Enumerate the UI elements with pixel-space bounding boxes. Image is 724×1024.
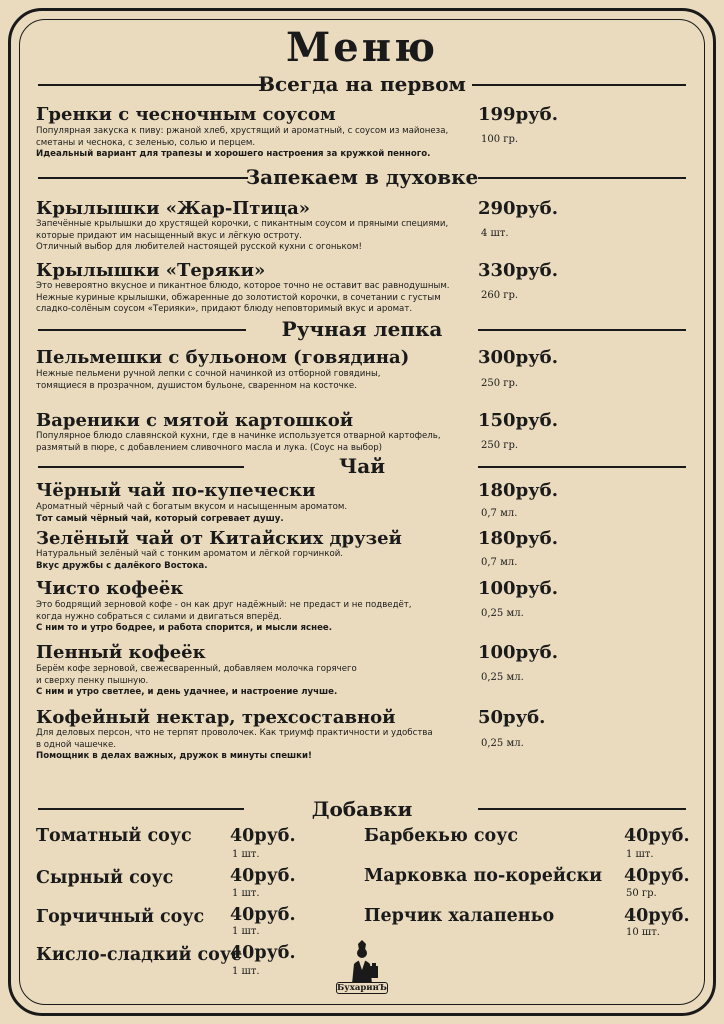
item-qty: 0,7 мл. (481, 508, 518, 519)
extra-name: Кисло-сладкий соус (36, 945, 242, 965)
item-description (36, 600, 456, 635)
extra-name: Перчик халапеньо (364, 906, 555, 926)
section-tea: Чай (338, 454, 386, 478)
item-price: 290руб. (478, 198, 558, 219)
extra-qty: 1 шт. (626, 849, 654, 860)
section-handmade: Ручная лепка (281, 317, 443, 341)
item-name: Чисто кофеёк (36, 578, 184, 599)
extra-name: Сырный соус (36, 868, 174, 888)
desc-line: когда нужно собраться с силами и двигаться вперёд. (36, 611, 282, 622)
item-name: Пельмешки с бульоном (говядина) (36, 347, 410, 368)
desc-line: Для деловых персон, что не терпят проволочек. Как триумф практичности и удобства (36, 728, 433, 738)
item-description (36, 728, 456, 763)
extra-name: Горчичный соус (36, 907, 205, 927)
item-price: 199руб. (478, 104, 558, 125)
item-qty: 0,25 мл. (481, 608, 524, 619)
item-price: 300руб. (478, 347, 558, 368)
desc-line: сладко-солёным соусом «Терияки», придают блюду неповторимый вкус и аромат. (36, 304, 413, 314)
item-qty: 100 гр. (481, 134, 519, 145)
section-oven: Запекаем в духовке (245, 165, 479, 189)
item-qty: 4 шт. (481, 228, 509, 239)
item-name: Гренки с чесночным соусом (36, 104, 336, 125)
extra-price: 40руб. (230, 826, 296, 846)
extra-price: 40руб. (230, 943, 296, 963)
item-name: Вареники с мятой картошкой (36, 410, 354, 431)
extra-name: Томатный соус (36, 826, 192, 846)
item-price: 150руб. (478, 410, 558, 431)
desc-highlight: Вкус дружбы с далёкого Востока. (36, 560, 208, 571)
desc-line: которые придают им насыщенный вкус и лёгкую остроту. (36, 230, 302, 241)
extra-qty: 1 шт. (232, 926, 260, 937)
desc-line: Популярная закуска к пиву: ржаной хлеб, хрустящий и ароматный, с соусом из майонеза, (36, 126, 449, 136)
desc-line: Отличный выбор для любителей настоящей русской кухни с огоньком! (36, 242, 362, 252)
menu-title: Меню (285, 24, 439, 71)
desc-line: Это бодрящий зерновой кофе - он как друг надёжный: не предаст и не подведёт, (36, 600, 412, 610)
section-always: Всегда на первом (258, 72, 466, 96)
desc-line: сметаны и чеснока, с зеленью, солью и перцем. (36, 137, 256, 148)
item-qty: 260 гр. (481, 290, 519, 301)
item-description (36, 502, 456, 525)
desc-line: Нежные куриные крылышки, обжаренные до золотистой корочки, в сочетании с густым (36, 292, 441, 303)
item-qty: 250 гр. (481, 378, 519, 389)
extra-price: 40руб. (230, 866, 296, 886)
item-description (36, 549, 456, 572)
extra-price: 40руб. (624, 866, 690, 886)
extra-price: 40руб. (230, 905, 296, 925)
desc-line: размятый в пюре, с добавлением сливочного масла и лука. (Соус на выбор) (36, 442, 383, 453)
item-name: Кофейный нектар, трехсоставной (36, 707, 396, 728)
desc-line: Берём кофе зерновой, свежесваренный, добавляем молочка горячего (36, 664, 357, 674)
bukharin-logo (336, 936, 388, 998)
extra-name: Барбекью соус (364, 826, 519, 846)
desc-line: Это невероятно вкусное и пикантное блюдо, которое точно не оставит вас равнодушным. (36, 281, 450, 291)
desc-line: и сверху пенку пышную. (36, 675, 149, 686)
item-name: Пенный кофеёк (36, 642, 206, 663)
desc-line: томящиеся в прозрачном, душистом бульоне, сваренном на косточке. (36, 380, 357, 391)
item-price: 330руб. (478, 260, 558, 281)
item-price: 100руб. (478, 642, 558, 663)
extra-name: Марковка по-корейски (364, 866, 603, 886)
extra-qty: 1 шт. (232, 849, 260, 860)
item-description (36, 369, 456, 392)
item-name: Зелёный чай от Китайских друзей (36, 528, 402, 549)
item-price: 100руб. (478, 578, 558, 599)
desc-line: Запечённые крылышки до хрустящей корочки, с пикантным соусом и пряными специями, (36, 219, 449, 229)
item-price: 180руб. (478, 528, 558, 549)
item-name: Чёрный чай по-купечески (36, 480, 316, 501)
item-price: 50руб. (478, 707, 546, 728)
extra-qty: 1 шт. (232, 888, 260, 899)
desc-line: Ароматный чёрный чай с богатым вкусом и насыщенным ароматом. (36, 502, 348, 512)
logo-text: БухаринЪ (337, 983, 387, 993)
extra-qty: 10 шт. (626, 927, 660, 938)
item-description (36, 664, 456, 699)
extra-qty: 50 гр. (626, 888, 657, 899)
item-description (36, 281, 456, 316)
item-name: Крылышки «Жар-Птица» (36, 198, 310, 219)
item-qty: 0,7 мл. (481, 557, 518, 568)
item-name: Крылышки «Теряки» (36, 260, 266, 281)
desc-highlight: Помощник в делах важных, дружок в минуты спешки! (36, 751, 312, 761)
item-description (36, 431, 456, 454)
desc-line: Популярное блюдо славянской кухни, где в начинке используется отварной картофель, (36, 431, 441, 441)
item-qty: 250 гр. (481, 440, 519, 451)
item-description (36, 126, 456, 161)
desc-highlight: С ним то и утро бодрее, и работа спорится, и мысли яснее. (36, 623, 332, 633)
item-qty: 0,25 мл. (481, 738, 524, 749)
item-qty: 0,25 мл. (481, 672, 524, 683)
item-description (36, 219, 456, 254)
desc-highlight: С ним и утро светлее, и день удачнее, и настроение лучше. (36, 687, 338, 697)
section-extras: Добавки (311, 797, 413, 821)
desc-line: в одной чашечке. (36, 739, 116, 750)
desc-highlight: Тот самый чёрный чай, который согревает душу. (36, 513, 284, 524)
desc-line: Натуральный зелёный чай с тонким ароматом и лёгкой горчинкой. (36, 549, 344, 559)
desc-highlight: Идеальный вариант для трапезы и хорошего настроения за кружкой пенного. (36, 149, 431, 159)
extra-qty: 1 шт. (232, 966, 260, 977)
extra-price: 40руб. (624, 906, 690, 926)
item-price: 180руб. (478, 480, 558, 501)
extra-price: 40руб. (624, 826, 690, 846)
monk-figure-icon (336, 936, 388, 986)
desc-line: Нежные пельмени ручной лепки с сочной начинкой из отборной говядины, (36, 369, 381, 379)
